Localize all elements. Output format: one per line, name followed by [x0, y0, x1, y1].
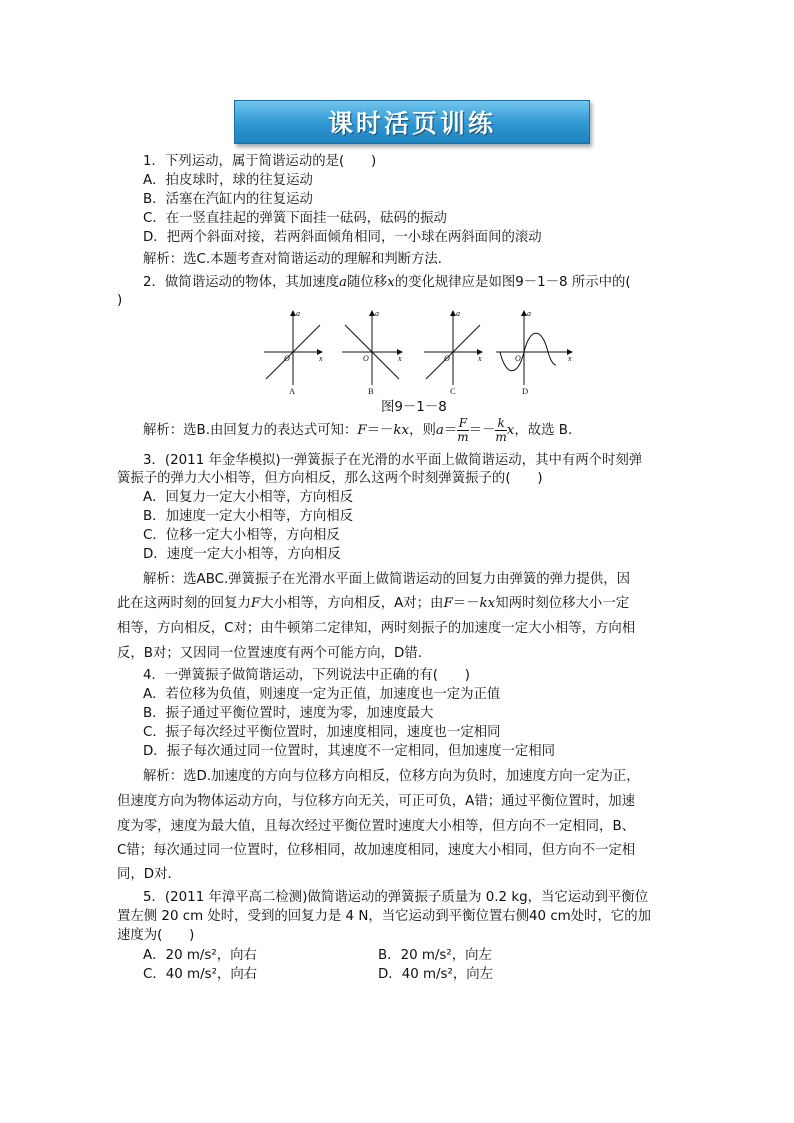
q4-option-d: D．振子每次通过同一位置时，其速度不一定相同，但加速度一定相同	[143, 744, 556, 759]
q3-option-c: C．位移一定大小相等，方向相反	[143, 528, 340, 543]
graph-b	[342, 311, 402, 385]
q3-stem-line1: 3．(2011 年金华模拟)一弹簧振子在光滑的水平面上做简谐运动，其中有两个时刻弹	[143, 453, 643, 468]
graph-d	[496, 311, 572, 385]
axis-label: a	[456, 309, 460, 318]
graph-a	[264, 311, 322, 385]
axis-label: a	[527, 309, 531, 318]
q2-stem-line2: )	[117, 293, 123, 308]
q4-answer-line1: 解析：选D.加速度的方向与位移方向相反，位移方向为负时，加速度方向一定为正，	[143, 769, 640, 784]
q5-stem-line2: 置左侧 20 cm 处时，受到的回复力是 4 N，当它运动到平衡位置右侧40 cm处时，它的加	[117, 909, 652, 924]
q1-option-c: C．在一竖直挂起的弹簧下面挂一砝码，砝码的振动	[143, 211, 447, 226]
origin-label: O	[363, 354, 369, 363]
graph-label-a: A	[289, 386, 296, 396]
q4-answer-line3: 度为零，速度为最大值，且每次经过平衡位置时速度大小相等，但方向不一定相同，B、	[117, 819, 636, 834]
q4-option-a: A．若位移为负值，则速度一定为正值，加速度也一定为正值	[143, 687, 501, 702]
axis-label: x	[319, 354, 323, 363]
axis-label: x	[398, 354, 402, 363]
q1-stem: 1．下列运动，属于简谐运动的是( )	[143, 154, 377, 169]
q5-stem-line1: 5．(2011 年漳平高二检测)做简谐运动的弹簧振子质量为 0.2 kg，当它运动到平衡位	[143, 890, 649, 905]
graph-label-b: B	[368, 386, 374, 396]
q3-option-d: D．速度一定大小相等，方向相反	[143, 547, 341, 562]
q1-option-b: B．活塞在汽缸内的往复运动	[143, 192, 313, 207]
axis-label: x	[478, 354, 482, 363]
q4-answer-line4: C错；每次通过同一位置时，位移相同，故加速度相同，速度大小相同，但方向不一定相	[117, 843, 636, 858]
q2-stem-line1: 2．做简谐运动的物体，其加速度a随位移x的变化规律应是如图9－1－8 所示中的(	[143, 275, 631, 290]
origin-label: O	[444, 354, 450, 363]
graph-label-d: D	[522, 386, 529, 396]
q5-option-a: A．20 m/s²，向右	[143, 948, 257, 963]
origin-label: O	[284, 354, 290, 363]
q1-answer: 解析：选C.本题考查对简谐运动的理解和判断方法．	[143, 252, 452, 267]
q3-answer-line4: 反，B对；又因同一位置速度有两个可能方向，D错．	[117, 646, 432, 661]
axis-label: x	[568, 354, 572, 363]
q4-answer-line5: 同，D对．	[117, 867, 181, 882]
q3-answer-line3: 相等，方向相反，C对；由牛顿第二定律知，两时刻振子的加速度一定大小相等，方向相	[117, 621, 636, 636]
graph-label-c: C	[450, 386, 456, 396]
q3-answer-line2: 此在这两时刻的回复力F大小相等，方向相反，A对；由F＝－kx知两时刻位移大小一定	[117, 596, 630, 611]
banner-title: 课时活页训练	[327, 109, 496, 138]
fraction: $\frac{k}{m}$	[495, 415, 507, 444]
q4-answer-line2: 但速度方向为物体运动方向，与位移方向无关，可正可负，A错；通过平衡位置时，加速	[117, 794, 636, 809]
graph-c	[424, 311, 482, 385]
q4-stem: 4．一弹簧振子做简谐运动，下列说法中正确的有( )	[143, 668, 470, 683]
q5-option-c: C．40 m/s²，向右	[143, 967, 258, 982]
q2-figure	[256, 307, 576, 402]
q2-answer: 解析：选B.由回复力的表达式可知：F＝－kx，则a＝ $\frac{F}{m}$ ＝－ $\frac{k}{m}$ x，故选 B.	[143, 415, 573, 444]
q3-option-b: B．加速度一定大小相等，方向相反	[143, 509, 354, 524]
figure-caption: 图9－1－8	[381, 400, 447, 415]
axis-label: a	[296, 309, 300, 318]
q3-option-a: A．回复力一定大小相等，方向相反	[143, 490, 354, 505]
q4-option-b: B．振子通过平衡位置时，速度为零，加速度最大	[143, 706, 434, 721]
q5-stem-line3: 速度为( )	[117, 928, 195, 943]
fraction: $\frac{F}{m}$	[457, 415, 469, 444]
q3-stem-line2: 簧振子的弹力大小相等，但方向相反，那么这两个时刻弹簧振子的( )	[117, 471, 543, 486]
q1-option-d: D．把两个斜面对接，若两斜面倾角相同，一小球在两斜面间的滚动	[143, 230, 542, 245]
q4-option-c: C．振子每次经过平衡位置时，加速度相同，速度也一定相同	[143, 725, 501, 740]
q1-option-a: A．拍皮球时，球的往复运动	[143, 173, 313, 188]
title-banner	[234, 100, 590, 144]
q3-answer-line1: 解析：选ABC.弹簧振子在光滑水平面上做简谐运动的回复力由弹簧的弹力提供，因	[143, 572, 630, 587]
q5-option-b: B．20 m/s²，向左	[378, 948, 492, 963]
axis-label: a	[375, 309, 379, 318]
q5-option-d: D．40 m/s²，向左	[378, 967, 494, 982]
origin-label: O	[515, 354, 521, 363]
